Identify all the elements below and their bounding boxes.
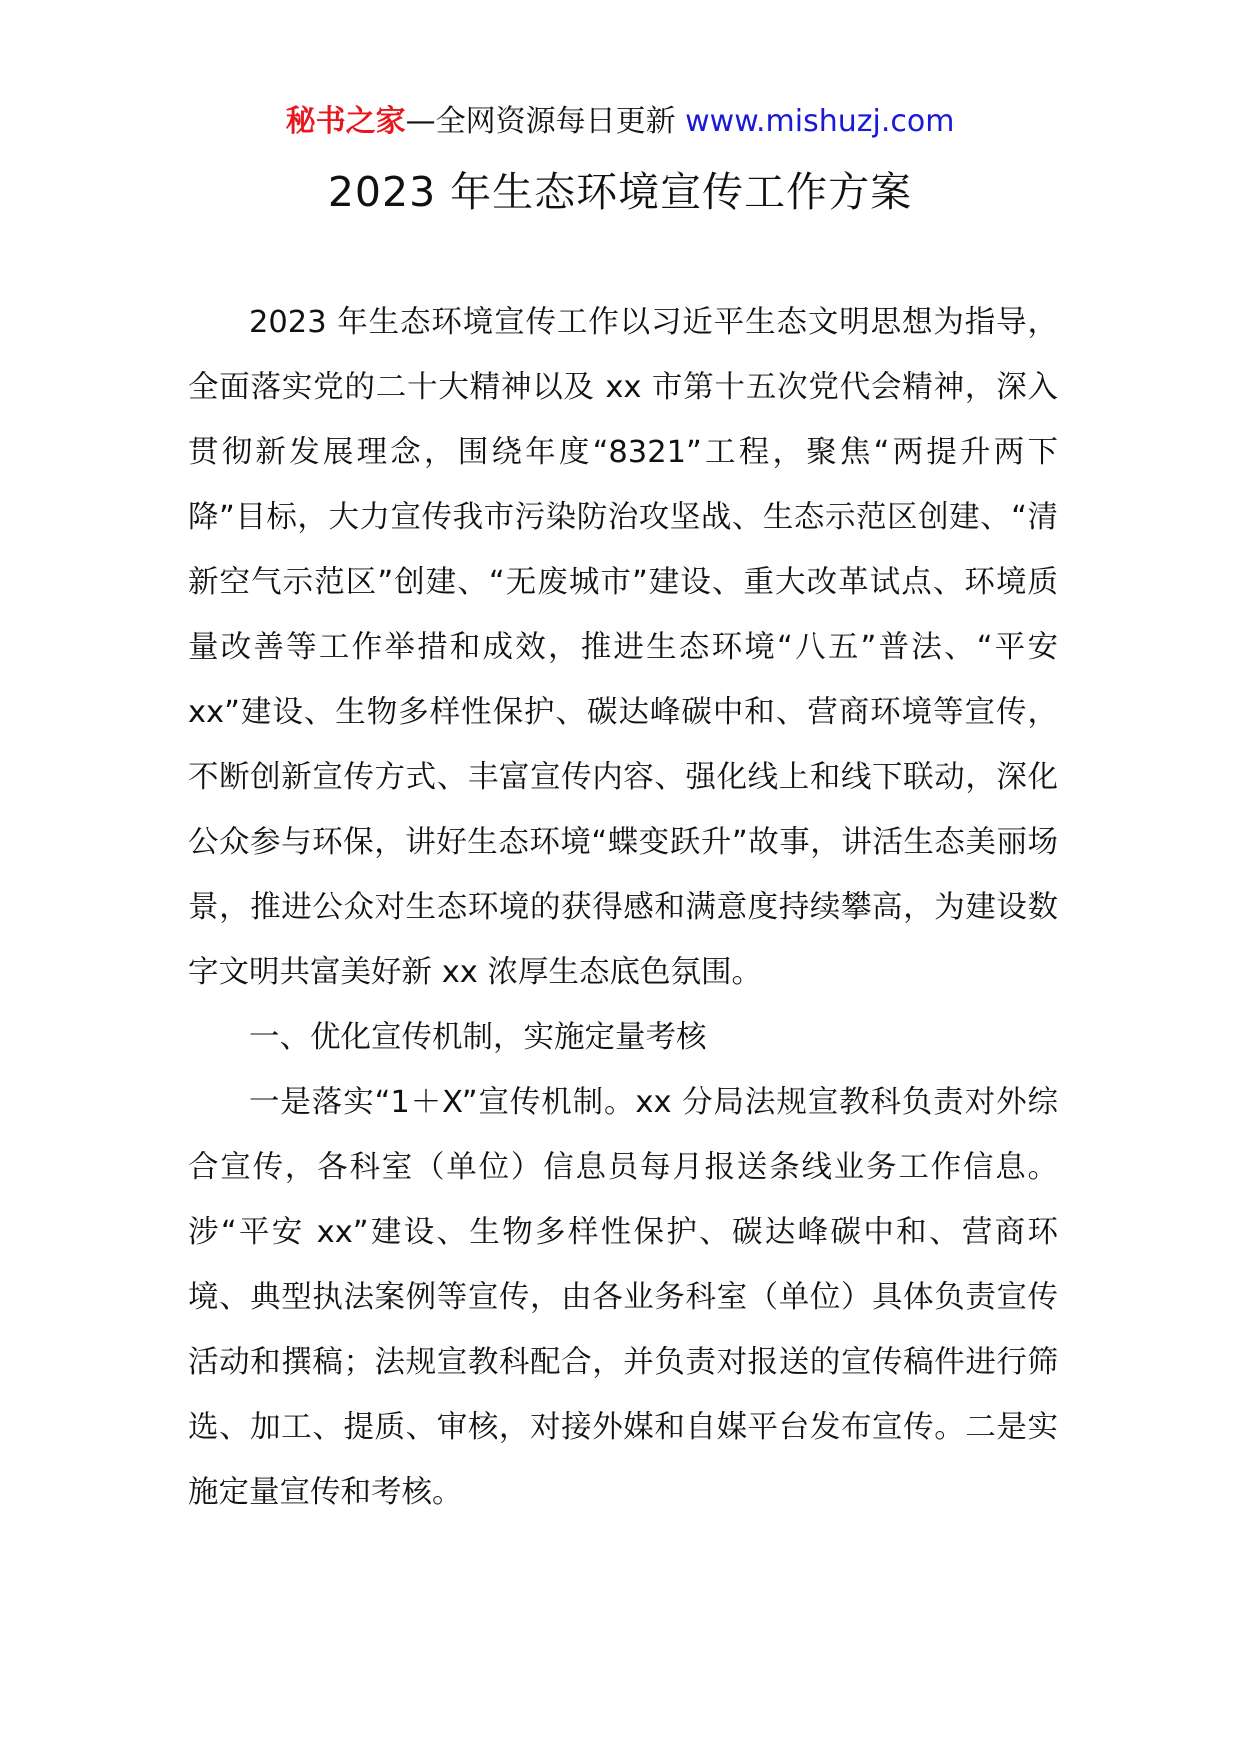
site-url-link[interactable]: www.mishuzj.com	[685, 104, 955, 139]
intro-paragraph: 2023 年生态环境宣传工作以习近平生态文明思想为指导，全面落实党的二十大精神以及 xx 市第十五次党代会精神，深入贯彻新发展理念，围绕年度“8321”工程，聚焦“两提升两下降”目标，大力宣传我市污染防治攻坚战、生态示范区创建、“清新空气示范区”创建、“无废城市”建设、重大改革试点、环境质量改善等工作举措和成效，推进生态环境“八五”普法、“平安 xx”建设、生物多样性保护、碳达峰碳中和、营商环境等宣传，不断创新宣传方式、丰富宣传内容、强化线上和线下联动，深化公众参与环保，讲好生态环境“蝶变跃升”故事，讲活生态美丽场景，推进公众对生态环境的获得感和满意度持续攀高，为建设数字文明共富美好新 xx 浓厚生态底色氛围。	[188, 305, 1058, 990]
brand-name: 秘书之家	[285, 104, 406, 139]
banner-tagline: —全网资源每日更新	[405, 104, 686, 139]
document-title: 2023 年生态环境宣传工作方案	[327, 168, 913, 216]
section-heading: 一、优化宣传机制，实施定量考核	[249, 1020, 707, 1055]
site-banner	[0, 100, 1240, 144]
body-paragraph: 一是落实“1＋X”宣传机制。xx 分局法规宣教科负责对外综合宣传，各科室（单位）信息员每月报送条线业务工作信息。涉“平安 xx”建设、生物多样性保护、碳达峰碳中和、营商环境、典型执法案例等宣传，由各业务科室（单位）具体负责宣传活动和撰稿；法规宣教科配合，并负责对报送的宣传稿件进行筛选、加工、提质、审核，对接外媒和自媒平台发布宣传。二是实施定量宣传和考核。	[188, 1085, 1058, 1510]
document-body	[188, 290, 1058, 1525]
